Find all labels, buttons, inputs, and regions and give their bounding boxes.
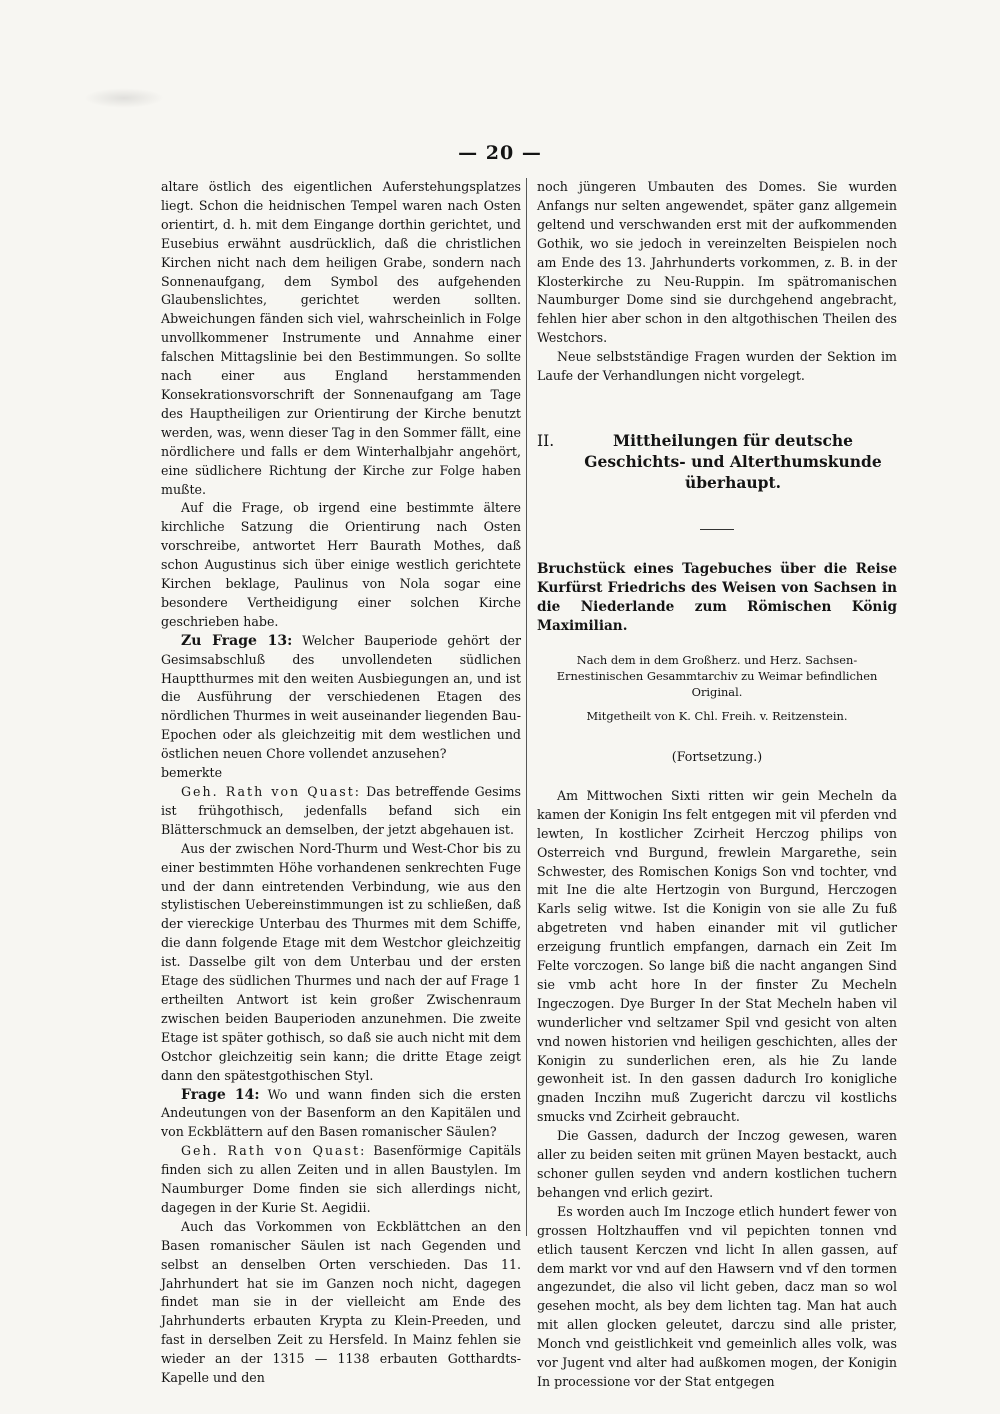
question-paragraph bbox=[161, 1086, 521, 1143]
section-rule bbox=[700, 529, 734, 530]
section-heading bbox=[537, 430, 897, 493]
column-divider bbox=[526, 178, 527, 1236]
section-title: Mittheilungen für deutsche Geschichts- und Alterthumskunde überhaupt. bbox=[584, 430, 882, 492]
section-number: II. bbox=[537, 431, 555, 450]
answer-text: Das betreffende Gesims ist frühgothisch, jedenfalls befand sich ein Blätterschmuck an demselben, der jetzt abgehauen ist. bbox=[161, 784, 521, 837]
paragraph: Es worden auch Im Inczoge etlich hundert fewer von grossen Holtzhauffen vnd vil pepichten tonnen vnd etlich tausent Kerczen vnd licht In allen gassen, auf dem markt vor vnd auf den Hawsern vnd vf den tormen angezundet, die also vil licht geben, dacz man so wol gesehen mocht, als bey dem lichten tag. Man hat auch mit allen glocken geleutet, darczu sind alle prister, Monch vnd geistlichkeit vnd gemeinlich alles volk, was vor Jugent vnd alter had außkomen mogen, der Konigin In processione vor der Stat entgegen bbox=[537, 1203, 897, 1389]
right-column bbox=[537, 178, 897, 1389]
speaker-label: Geh. Rath von Quast: bbox=[181, 784, 362, 799]
question-text: Welcher Bauperiode gehört der Gesimsabschluß des unvollendeten südlichen Hauptthurmes mit den weiten Ausbiegungen an, und ist die Ausführung der verschiedenen Etagen des nördlichen Thurmes in weit auseinander liegenden Bau-Epochen oder als gleichzeitig mit dem westlichen und östlichen neuen Chore vollendet anzusehen? bbox=[161, 632, 521, 762]
continuation-note: (Fortsetzung.) bbox=[671, 748, 763, 764]
page-number: — 20 — bbox=[458, 142, 542, 164]
paragraph: Auf die Frage, ob irgend eine bestimmte ältere kirchliche Satzung die Orientirung nach Osten vorschreibe, antwortet Herr Baurath Mothes, daß schon Augustinus sich über einige westlich gerichtete Kirchen beklage, Paulinus von Nola sogar eine besondere Vertheidigung einer solchen Kirche geschrieben habe. bbox=[161, 500, 521, 629]
paragraph: Neue selbstständige Fragen wurden der Sektion im Laufe der Verhandlungen nicht vorgelegt. bbox=[537, 349, 897, 384]
question-label: Frage 14: bbox=[181, 1086, 260, 1103]
answer-paragraph bbox=[161, 783, 521, 840]
paragraph: altare östlich des eigentlichen Auferstehungsplatzes liegt. Schon die heidnischen Tempel waren nach Osten orientirt, d. h. mit dem Eingange dorthin gerichtet, und Eusebius erwähnt ausdrücklich, daß die christlichen Kirchen nicht nach dem heiligen Grabe, sondern nach Sonnenaufgang, dem Symbol des aufgehenden Glaubenslichtes, gerichtet werden sollten. Abweichungen fänden sich viel, wahrscheinlich in Folge unvollkommener Instrumente und Annahme einer falschen Mittagslinie bei den Bestimmungen. So sollte nach einer aus England herstammenden Konsekrationsvorschrift der Sonnenaufgang am Tage des Hauptheiligen zur Orientirung der Kirche benutzt werden, was, wenn dieser Tag in den Sommer fällt, eine nördlichere und falls er dem Winterhalbjahr angehört, eine südlichere Richtung der Kirche zur Folge haben mußte. bbox=[161, 179, 521, 497]
paragraph: bemerkte bbox=[161, 765, 223, 781]
paragraph: Aus der zwischen Nord-Thurm und West-Chor bis zu einer bestimmten Höhe vorhandenen senkrechten Fuge und der dann eintretenden Verbindung, wie aus den stylistischen Uebereinstimmungen ist zu schließen, daß der viereckige Unterbau des Thurmes mit dem Schiffe, die dann folgende Etage mit dem Westchor gleichzeitig ist. Dasselbe gilt von dem Unterbau und der ersten Etage des südlichen Thurmes und nach der auf Frage 1 ertheilten Antwort ist kein großer Zwischenraum zwischen beiden Bauperioden anzunehmen. Die zweite Etage ist später gothisch, so daß sie auch nicht mit dem Ostchor gleichzeitig sein kann; die dritte Etage zeigt dann den spätestgothischen Styl. bbox=[161, 840, 521, 1083]
communicated-by: Mitgetheilt von K. Chl. Freih. v. Reitzenstein. bbox=[586, 708, 848, 723]
article-title: Bruchstück eines Tagebuches über die Reise Kurfürst Friedrichs des Weisen von Sachsen in die Niederlande zum Römischen König Maximilian. bbox=[537, 560, 897, 634]
question-label: Zu Frage 13: bbox=[181, 632, 293, 649]
page-smudge bbox=[84, 88, 164, 108]
answer-text: Basenförmige Capitäls finden sich zu allen Zeiten und in allen Baustylen. Im Naumburger Dome finden sie sich allerdings nicht, dagegen in der Kurie St. Aegidii. bbox=[161, 1143, 521, 1215]
answer-paragraph bbox=[161, 1142, 521, 1218]
question-paragraph bbox=[161, 632, 521, 764]
source-note: Nach dem in dem Großherz. und Herz. Sachsen-Ernestinischen Gesammtarchiv zu Weimar befindlichen Original. bbox=[556, 652, 878, 699]
paragraph: Auch das Vorkommen von Eckblättchen an den Basen romanischer Säulen ist nach Gegenden und selbst an denselben Orten verschieden. Das 11. Jahrhundert hat sie im Ganzen noch nicht, dagegen findet man sie in der vielleicht am Ende des Jahrhunderts erbauten Krypta zu Klein-Preeden, und fast in derselben Zeit zu Hersfeld. In Mainz fehlen sie wieder an der 1315 — 1138 erbauten Gotthardts-Kapelle und den bbox=[161, 1218, 521, 1386]
paragraph: noch jüngeren Umbauten des Domes. Sie wurden Anfangs nur selten angewendet, später ganz allgemein geltend und verschwanden erst mit der aufkommenden Gothik, wo sie jedoch in vereinzelten Beispielen noch am Ende des 13. Jahrhunderts vorkommen, z. B. in der Klosterkirche zu Neu-Ruppin. Im spätromanischen Naumburger Dome sind sie durchgehend angebracht, fehlen hier aber schon in den altgothischen Theilen des Westchors. bbox=[537, 179, 897, 346]
question-text: Wo und wann finden sich die ersten Andeutungen von der Basenform an den Kapitälen und von Eckblättern auf den Basen romanischer Säulen? bbox=[161, 1086, 521, 1140]
paragraph: Die Gassen, dadurch der Inczog gewesen, waren aller zu beiden seiten mit grünen Mayen bestackt, auch schoner gullen seyden vnd andern kostlichen tuchern behangen vnd erlich gezirt. bbox=[537, 1128, 897, 1200]
left-column bbox=[161, 178, 521, 1386]
speaker-label: Geh. Rath von Quast: bbox=[181, 1143, 367, 1159]
paragraph: Am Mittwochen Sixti ritten wir gein Mecheln da kamen der Konigin Ins felt entgegen mit vil pferden vnd lewten, In kostlicher Zcirheit Herczog philips von Osterreich vnd Burgund, frewlein Margarethe, sein Schwester, des Romischen Konigs Son vnd tochter, vnd mit Ine die alte Hertzogin von Burgund, Herczogen Karls selig witwe. Ist die Konigin von sie alle Zu fuß abgetreten vnd haben einander mit vil gutlicher erzeigung fruntlich empfangen, darnach ein Zeit Im Felte vorczogen. So lange biß die nacht angangen Sind sie vmb acht hore In der finster Zu Mecheln Ingeczogen. Dye Burger In der Stat Mecheln haben vil wunderlicher vnd seltzamer Spil vnd gesicht von alten vnd nowen historien vnd heiligen geschichten, alles der Konigin zu sunderlichen eren, als hie Zu lande gewonheit ist. In den gassen dadurch Iro konigliche gnaden Inczihn muß Zugericht darczu vil kostlichs smucks vnd Zcirheit gebraucht. bbox=[537, 787, 897, 1125]
